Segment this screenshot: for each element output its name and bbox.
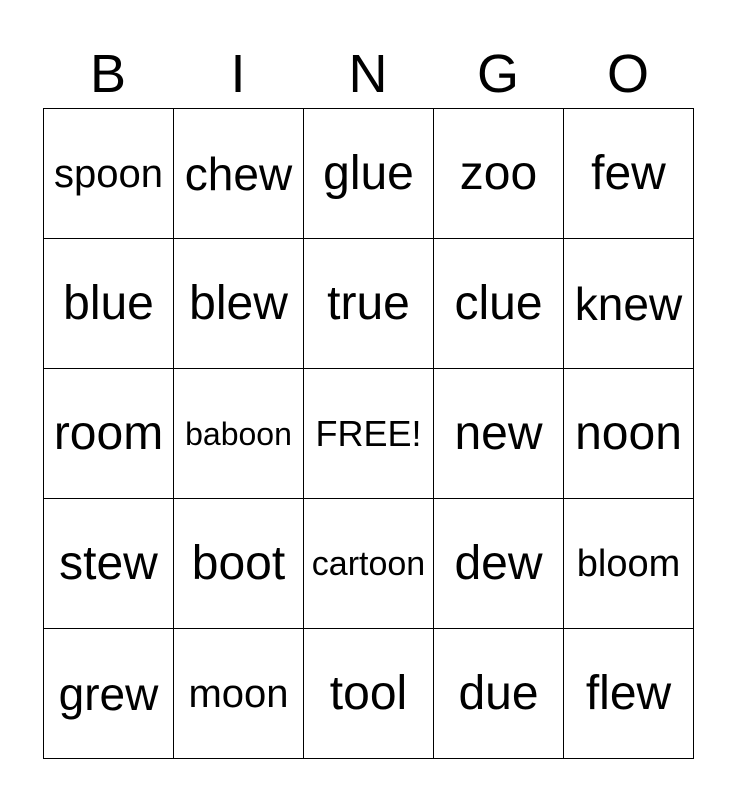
bingo-card [43,40,694,759]
bingo-cell[interactable]: spoon [44,109,174,239]
bingo-cell[interactable]: clue [434,239,564,369]
bingo-cell[interactable]: blew [174,239,304,369]
bingo-cell[interactable]: cartoon [304,499,434,629]
bingo-cell[interactable]: dew [434,499,564,629]
header-letter-i: I [230,44,246,104]
bingo-cell[interactable]: moon [174,629,304,759]
bingo-cell[interactable]: boot [174,499,304,629]
header-letter-b: B [89,44,127,104]
bingo-cell[interactable]: few [564,109,694,239]
bingo-cell[interactable]: blue [44,239,174,369]
bingo-cell[interactable]: flew [564,629,694,759]
bingo-cell free-space[interactable]: FREE! [304,369,434,499]
header-letter-g: G [476,44,519,104]
bingo-cell[interactable]: glue [304,109,434,239]
bingo-cell[interactable]: chew [174,109,304,239]
bingo-grid [43,108,694,759]
bingo-cell[interactable]: knew [564,239,694,369]
bingo-cell[interactable]: new [434,369,564,499]
header-letter-o: O [606,44,649,104]
bingo-cell[interactable]: zoo [434,109,564,239]
bingo-cell[interactable]: due [434,629,564,759]
bingo-cell[interactable]: noon [564,369,694,499]
bingo-cell[interactable]: grew [44,629,174,759]
bingo-cell[interactable]: bloom [564,499,694,629]
bingo-cell[interactable]: tool [304,629,434,759]
bingo-header [43,40,694,108]
header-letter-n: N [348,44,388,104]
bingo-cell[interactable]: baboon [174,369,304,499]
bingo-cell[interactable]: true [304,239,434,369]
bingo-cell[interactable]: room [44,369,174,499]
bingo-cell[interactable]: stew [44,499,174,629]
